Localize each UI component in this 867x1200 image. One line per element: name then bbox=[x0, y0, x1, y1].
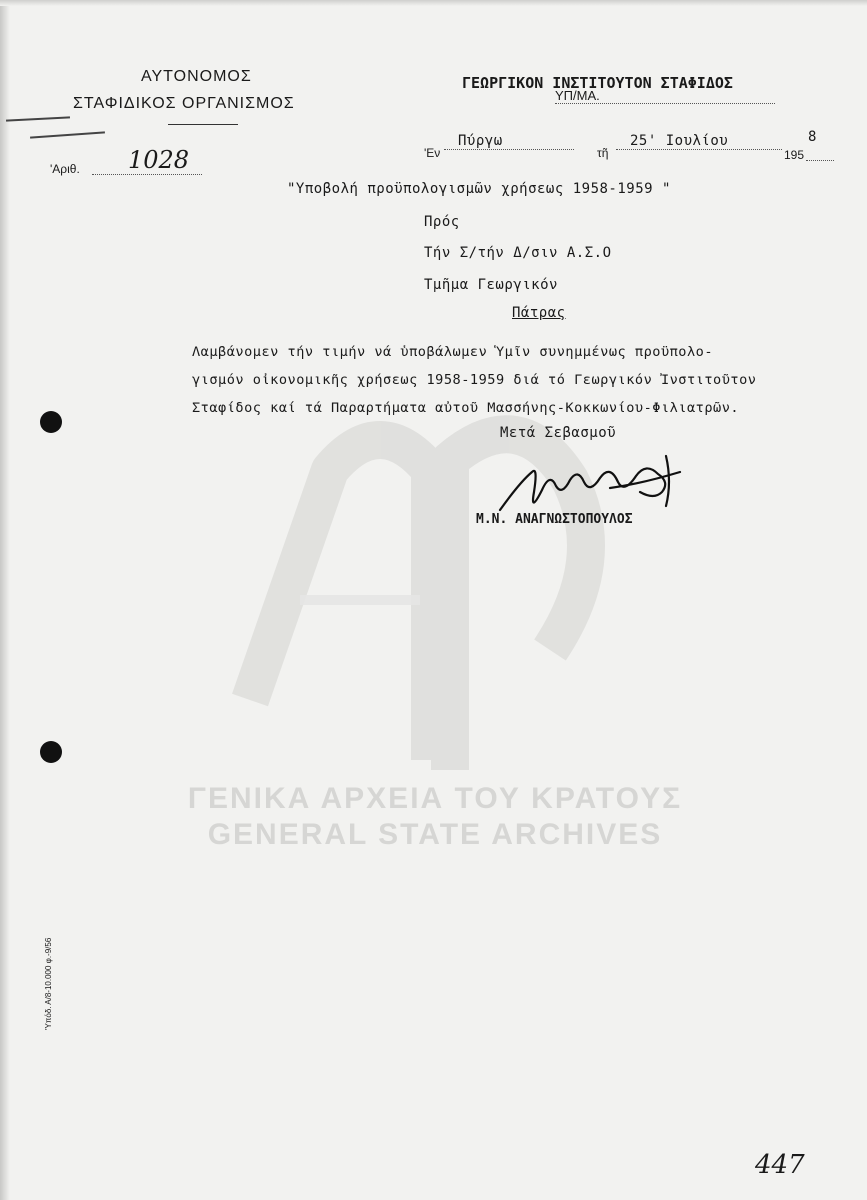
reference-code: ΥΠ/ΜΑ. bbox=[555, 88, 775, 104]
printer-margin-note: 'Υπόδ. Α/8-10.000 φ.-9/56 bbox=[44, 937, 53, 1030]
body-line1: Λαμβάνομεν τήν τιμήν νά ὑποβάλωμεν Ὑμῖν συνημμένως προϋπολο- bbox=[192, 344, 714, 360]
watermark-line-greek: ΓΕΝΙΚΑ ΑΡΧΕΙΑ ΤΟΥ ΚΡΑΤΟΥΣ bbox=[187, 782, 683, 815]
punch-hole-upper bbox=[40, 411, 62, 433]
date-place: Πύργω bbox=[444, 133, 574, 150]
body-line3: Σταφίδος καί τά Παραρτήματα αὐτοῦ Μασσήνης-Κοκκωνίου-Φιλιατρῶν. bbox=[192, 400, 740, 416]
number-value: 1028 bbox=[92, 146, 202, 175]
recipient-city: Πάτρας bbox=[512, 305, 566, 321]
signer-name: Μ.Ν. ΑΝΑΓΝΩΣΤΟΠΟΥΛΟΣ bbox=[476, 512, 633, 527]
scan-stroke-mark bbox=[6, 116, 70, 121]
page-number: 447 bbox=[755, 1150, 805, 1180]
to-label: Πρός bbox=[424, 214, 460, 230]
subject-line: "Υποβολή προϋπολογισμῶν χρήσεως 1958-1959 " bbox=[287, 181, 671, 197]
date-en-label: 'Εν bbox=[424, 146, 441, 160]
date-year-digit: 8 bbox=[808, 129, 817, 145]
watermark-line-english: GENERAL STATE ARCHIVES bbox=[207, 818, 663, 851]
punch-hole-lower bbox=[40, 741, 62, 763]
org-name-line2: ΣΤΑΦΙΔΙΚΟΣ ΟΡΓΑΝΙΣΜΟΣ bbox=[73, 95, 295, 112]
body-line2: γισμόν οἰκονομικῆς χρήσεως 1958-1959 διά τό Γεωργικόν Ἰνστιτοῦτον bbox=[192, 372, 757, 388]
closing-line: Μετά Σεβασμοῦ bbox=[500, 425, 617, 441]
number-label: 'Αριθ. bbox=[50, 162, 80, 176]
letterhead-rule bbox=[168, 124, 238, 125]
scan-stroke-mark-2 bbox=[30, 131, 105, 138]
scan-shadow bbox=[0, 0, 10, 1200]
date-th-label: τῆ bbox=[597, 146, 609, 160]
institute-name: ΓΕΩΡΓΙΚΟΝ ΙΝΣΤΙΤΟΥΤΟΝ ΣΤΑΦΙΔΟΣ bbox=[462, 74, 733, 92]
date-day-month: 25' Ιουλίου bbox=[616, 133, 782, 150]
scan-shadow-top bbox=[0, 0, 867, 6]
year-dots bbox=[806, 160, 834, 161]
recipient-line2: Τμῆμα Γεωργικόν bbox=[424, 277, 558, 293]
org-name-line1: ΑΥΤΟΝΟΜΟΣ bbox=[141, 68, 252, 85]
recipient-line1: Τήν Σ/τήν Δ/σιν Α.Σ.Ο bbox=[424, 245, 612, 261]
date-year-prefix: 195 bbox=[784, 148, 805, 162]
